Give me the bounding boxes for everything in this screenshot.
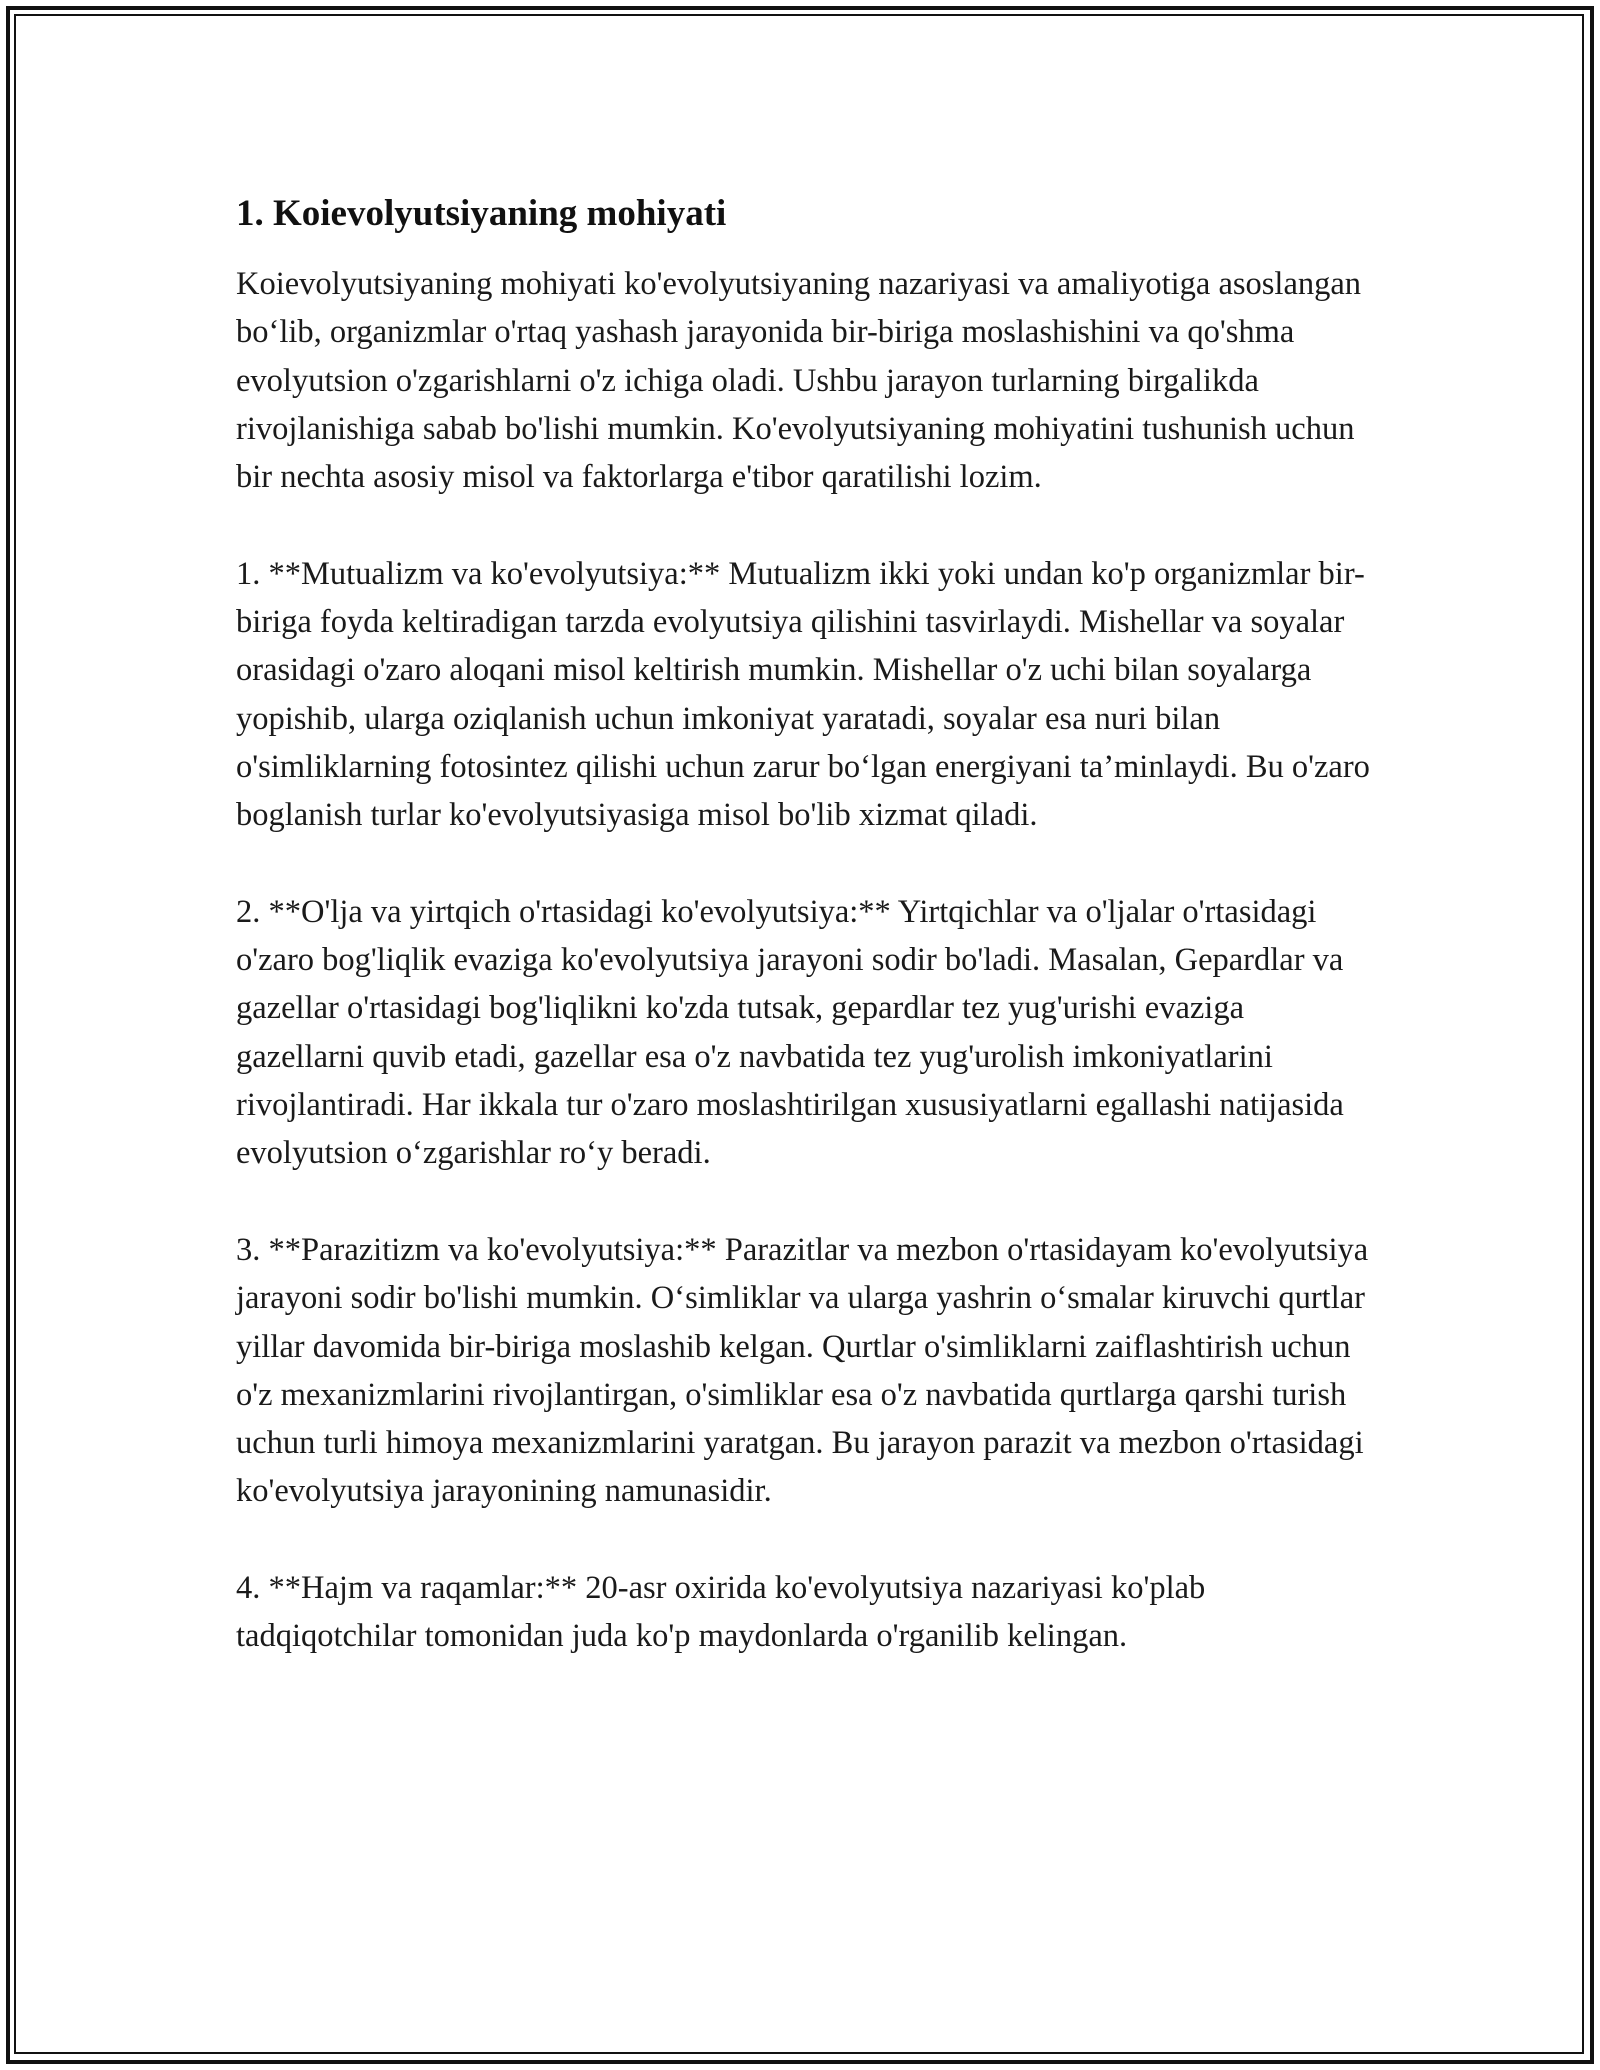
paragraph-parasitism: 3. **Parazitizm va ko'evolyutsiya:** Parazitlar va mezbon o'rtasidayam ko'evolyutsiya jarayoni sodir bo'lishi mumkin. O‘simliklar va ularga yashrin o‘smalar kiruvchi qurtlar yillar davomida bir-biriga moslashib kelgan. Qurtlar o'simliklarni zaiflashtirish uchun o'z mexanizmlarini rivojlantirgan, o'simliklar esa o'z navbatida qurtlarga qarshi turish uchun turli himoya mexanizmlarini yaratgan. Bu jarayon parazit va mezbon o'rtasidagi ko'evolyutsiya jarayonining namunasidir. [236,1231,1369,1510]
paragraph-mutualism: 1. **Mutualizm va ko'evolyutsiya:** Mutualizm ikki yoki undan ko'p organizmlar bir-biriga foyda keltiradigan tarzda evolyutsiya qilishini tasvirlaydi. Mishellar va soyalar orasidagi o'zaro aloqani misol keltirish mumkin. Mishellar o'z uchi bilan soyalarga yopishib, ularga oziqlanish uchun imkoniyat yaratadi, soyalar esa nuri bilan o'simliklarning fotosintez qilishi uchun zarur bo‘lgan energiyani ta’minlaydi. Bu o'zaro boglanish turlar ko'evolyutsiyasiga misol bo'lib xizmat qiladi. [236,555,1370,834]
section-heading: 1. Koievolyutsiyaning mohiyati [236,193,727,234]
paragraph-predator-prey: 2. **O'lja va yirtqich o'rtasidagi ko'evolyutsiya:** Yirtqichlar va o'ljalar o'rtasidagi o'zaro bog'liqlik evaziga ko'evolyutsiya jarayoni sodir bo'ladi. Masalan, Gepardlar va gazellar o'rtasidagi bog'liqlikni ko'zda tutsak, gepardlar tez yug'urishi evaziga gazellarni quvib etadi, gazellar esa o'z navbatida tez yug'urolish imkoniyatlarini rivojlantiradi. Har ikkala tur o'zaro moslashtirilgan xususiyatlarni egallashi natijasida evolyutsion o‘zgarishlar ro‘y beradi. [236,893,1344,1172]
intro-paragraph: Koievolyutsiyaning mohiyati ko'evolyutsiyaning nazariyasi va amaliyotiga asoslangan bo‘lib, organizmlar o'rtaq yashash jarayonida bir-biriga moslashishini va qo'shma evolyutsion o'zgarishlarni o'z ichiga oladi. Ushbu jarayon turlarning birgalikda rivojlanishiga sabab bo'lishi mumkin. Ko'evolyutsiyaning mohiyatini tushunish uchun bir nechta asosiy misol va faktorlarga e'tibor qaratilishi lozim. [236,266,1362,496]
document-body [236,186,1376,1661]
paragraph-scale-numbers: 4. **Hajm va raqamlar:** 20-asr oxirida ko'evolyutsiya nazariyasi ko'plab tadqiqotchilar tomonidan juda ko'p maydonlarda o'rganilib kelingan. [236,1570,1206,1655]
